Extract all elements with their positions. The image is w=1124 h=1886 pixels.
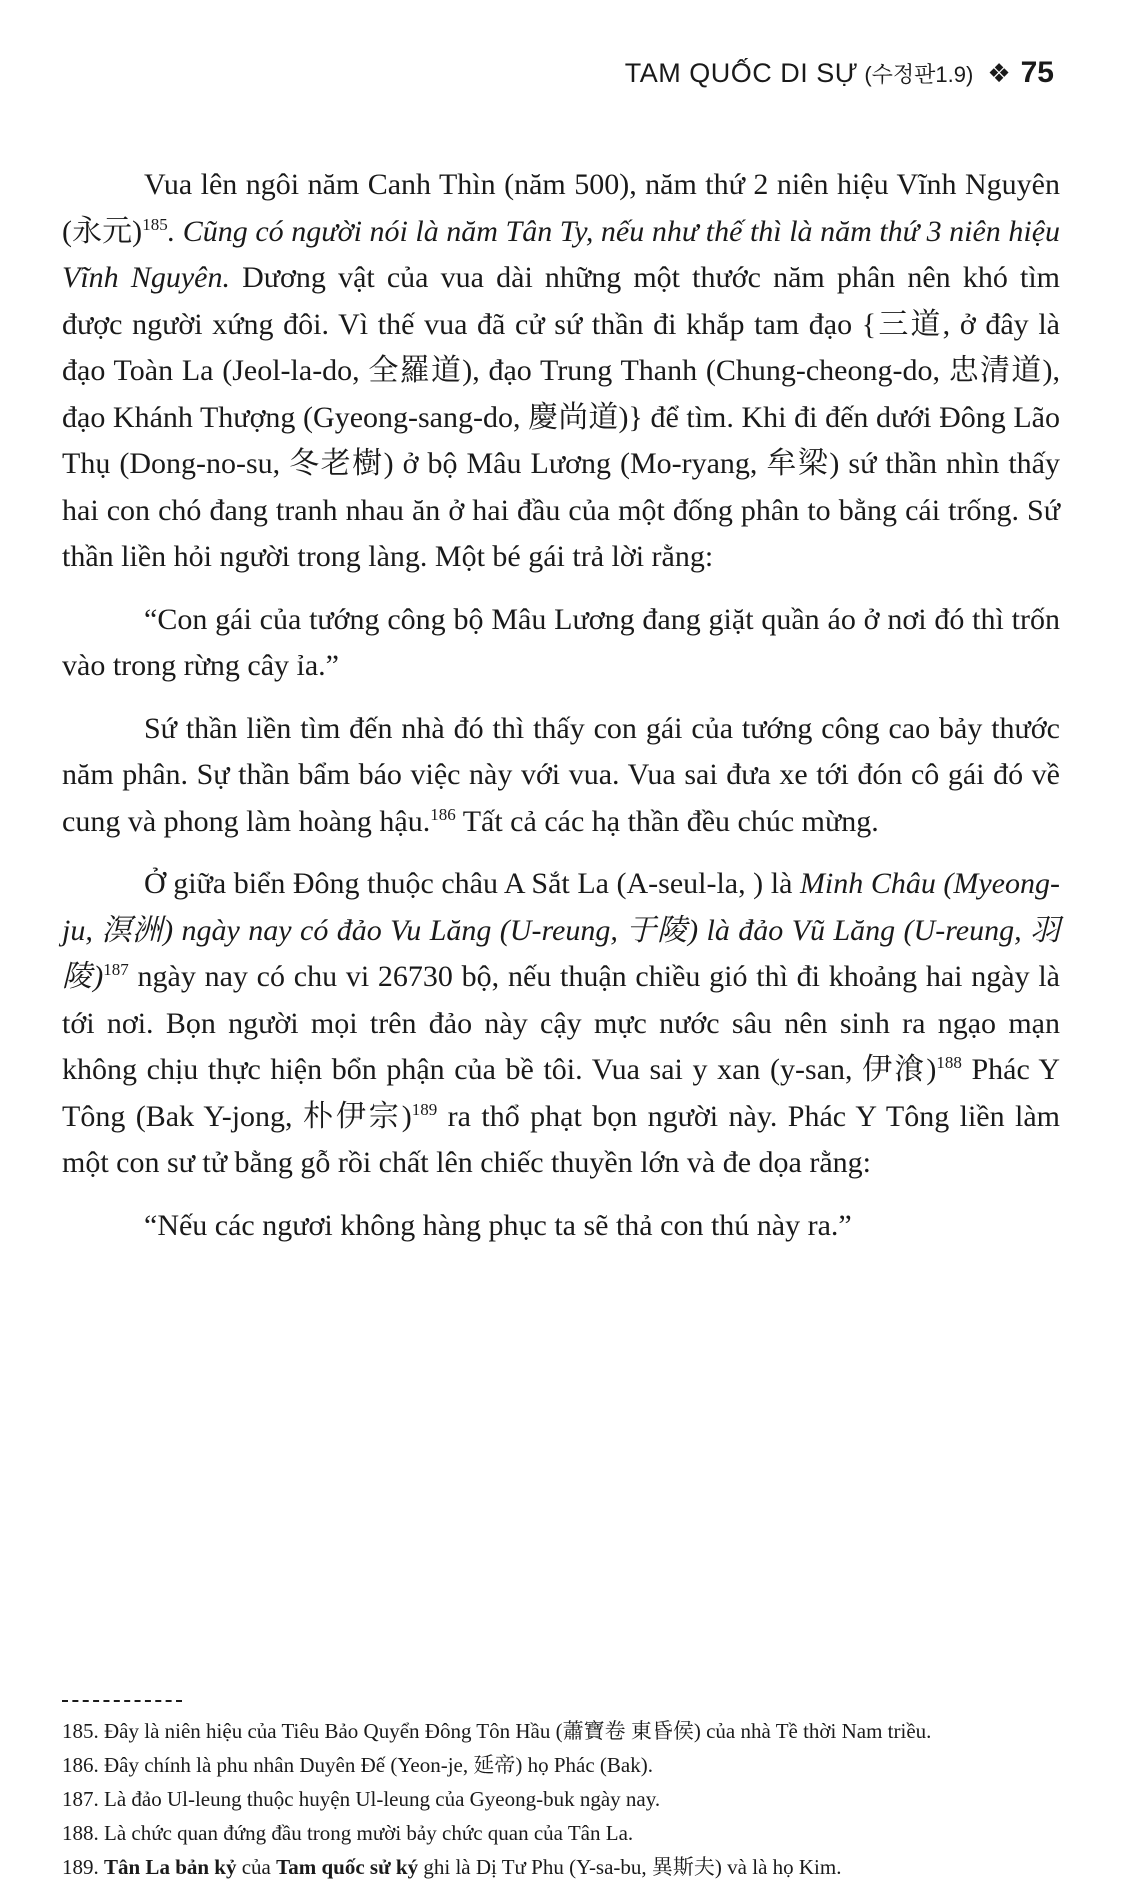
quote-paragraph: “Con gái của tướng công bộ Mâu Lương đang giặt quần áo ở nơi đó thì trốn vào trong rừng cây ỉa.” — [62, 602, 1060, 682]
ornament-icon: ❖ — [987, 58, 1011, 88]
paragraph: Ở giữa biển Đông thuộc châu A Sắt La (A-seul-la, ) là Minh Châu (Myeong-ju, 溟洲) ngày nay có đảo Vu Lăng (U-reung, 于陵) là đảo Vũ Lăng (U-reung, 羽陵)$^{187}$ ngày nay có chu vi 26730 bộ, nếu thuận chiều gió thì đi khoảng hai ngày là tới nơi. Bọn người mọi trên đảo này cậy mực nước sâu nên sinh ra ngạo mạn không chịu thực hiện bổn phận của bề tôi. Vua sai y xan (y-san, 伊湌)$^{188}$ Phác Y Tông (Bak Y-jong, 朴伊宗)$^{189}$ ra thổ phạt bọn người này. Phác Y Tông liền làm một con sư tử bằng gỗ rồi chất lên chiếc thuyền lớn và đe dọa rằng: — [62, 867, 1061, 1179]
edition-label: (수정판1.9) — [864, 62, 974, 87]
footnote-ref: 188 — [936, 1053, 962, 1072]
footnote: 189. Tân La bản kỷ của Tam quốc sử ký ghi là Dị Tư Phu (Y-sa-bu, 異斯夫) và là họ Kim. — [62, 1855, 842, 1879]
quote-paragraph: “Nếu các ngươi không hàng phục ta sẽ thả con thú này ra.” — [144, 1208, 852, 1242]
footnote-ref: 189 — [411, 1099, 438, 1119]
book-title: TAM QUỐC DI SỰ — [624, 58, 859, 88]
footnote-ref: 186 — [430, 804, 456, 824]
footnotes — [62, 1716, 1060, 1886]
footnote: 188. Là chức quan đứng đầu trong mười bảy chức quan của Tân La. — [62, 1821, 634, 1845]
paragraph: Vua lên ngôi năm Canh Thìn (năm 500), năm thứ 2 niên hiệu Vĩnh Nguyên (永元)$^{185}$. Cũng có người nói là năm Tân Ty, nếu như thế thì là năm thứ 3 niên hiệu Vĩnh Nguyên. Dương vật của vua dài những một thước năm phân nên khó tìm được người xứng đôi. Vì thế vua đã cử sứ thần đi khắp tam đạo {三道, ở đây là đạo Toàn La (Jeol-la-do, 全羅道), đạo Trung Thanh (Chung-cheong-do, 忠清道), đạo Khánh Thượng (Gyeong-sang-do, 慶尚道)} để tìm. Khi đi đến dưới Đông Lão Thụ (Dong-no-su, 冬老樹) ở bộ Mâu Lương (Mo-ryang, 牟梁) sứ thần nhìn thấy hai con chó đang tranh nhau ăn ở hai đầu của một đống phân to bằng cái trống. Sứ thần liền hỏi người trong làng. Một bé gái trả lời rằng: — [62, 168, 1061, 573]
paragraph: Sứ thần liền tìm đến nhà đó thì thấy con gái của tướng công cao bảy thước năm phân. Sự thần bẩm báo việc này với vua. Vua sai đưa xe tới đón cô gái đó về cung và phong làm hoàng hậu.$^{186}$ Tất cả các hạ thần đều chúc mừng. — [62, 711, 1060, 838]
footnote: 185. Đây là niên hiệu của Tiêu Bảo Quyển Đông Tôn Hầu (蕭寶卷 東昏侯) của nhà Tề thời Nam triều. — [62, 1719, 932, 1743]
running-header — [625, 56, 1054, 90]
page-number: 75 — [1020, 56, 1054, 89]
footnote: 186. Đây chính là phu nhân Duyên Đế (Yeon-je, 延帝) họ Phác (Bak). — [62, 1753, 653, 1777]
footnote-ref: 185 — [142, 214, 168, 234]
footnote-ref: 187 — [103, 960, 129, 979]
footnote-divider — [62, 1700, 182, 1702]
main-text — [62, 162, 1060, 1265]
footnote: 187. Là đảo Ul-leung thuộc huyện Ul-leung của Gyeong-buk ngày nay. — [62, 1787, 661, 1811]
